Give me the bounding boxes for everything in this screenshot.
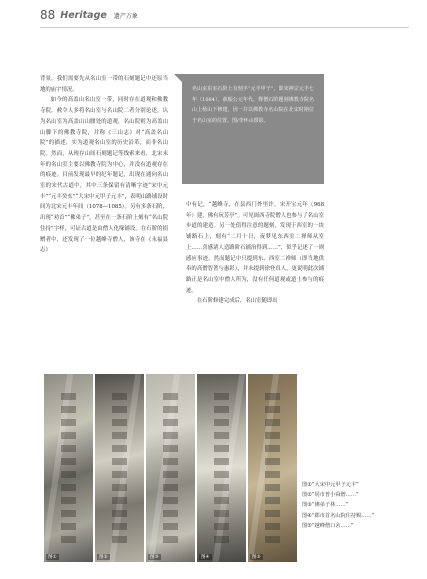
carved-characters (112, 393, 127, 543)
photo-captions (302, 480, 412, 531)
article-column-right (186, 200, 324, 307)
stone-inscription-photo-strip (44, 374, 297, 562)
photo-label: 图② (99, 555, 108, 560)
carved-characters (61, 393, 76, 543)
carved-characters (214, 393, 229, 543)
caption-item: 图②“同市普小舜僧……” (302, 492, 359, 499)
page-header (40, 6, 138, 24)
callout-text: 名山室东室石阶上有刻字“元丰甲子”，即宋神宗元丰七年（1084），赦赈公元年代，释僧石阶题刻佛教寺院名山上杨山下修建，因一并以佛教寺名山院在北宋时期位于名山室的位置。图/李怀山摄影。 (192, 86, 314, 124)
article-column-left (40, 74, 168, 256)
paragraph: 在石阶修建完成后，名山室随即出 (196, 298, 278, 305)
photo-4 (197, 374, 246, 562)
paragraph: 背景，我们需要先从名山室一带的石刻题记中还原当地的庙宇情况。 (40, 76, 168, 93)
brand-logo-text: Heritage (60, 9, 107, 21)
photo-label: 图⑤ (252, 555, 261, 560)
carved-characters (265, 393, 280, 543)
photo-label: 图④ (201, 555, 210, 560)
caption-item: 图⑤“越峰僧口舍……” (302, 522, 354, 529)
caption-item: 图④“郡市首名山院住持赐……” (302, 512, 375, 519)
header-divider (40, 27, 409, 28)
page-number: 88 (40, 8, 56, 22)
paragraph: 中有记，“越峰寺，在县西门外里许，宋开宝元年（968年）建，佛有玩芳亭”。可见闽西寺院僧人也参与了名山室步道的建造。另一处值得注意的题刻，发现于西室的一块铺路石上，刻有“二月十日，夜梦见东西室二禅师从室上……喜感诸人造路阶石铺治得到……”，似乎记述了一则感应事迹。然而题记中只提到东、西室二禅师（即当地供奉的高僧智著与惠彩），并未提到徐登真人，更说明此次铺路正是名山室中僧人所为，没有任何道观或道士参与的痕迹。 (186, 202, 324, 294)
callout-box (182, 74, 324, 184)
carved-characters (163, 393, 178, 543)
callout-pointer (174, 74, 182, 82)
section-title: 遗产万象 (113, 12, 138, 20)
photo-1 (44, 374, 93, 562)
photo-2 (95, 374, 144, 562)
caption-item: 图③“佛弟子林……” (302, 502, 349, 509)
caption-item: 图①“大宋中元甲子元丰” (302, 482, 359, 488)
paragraph: 如今的高盖山名山室一带，同时存在道观和佛教寺院。赦令人多将名山室与名山院二者分别论述，认为名山室为高盖山山腰处的道观，名山院则为高盖山山脚下的佛教寺院，并称《三山志》对“高盖名山院”的描述，实为道观名山室的历史沿革，而非名山院。然而，从现存山间石刻题记等线索来看，北宋末年的名山室主要以佛教寺院为中心，并没有道观存在的痕迹。目前发现最早的纪年题记，出现在通向名山室的宋代古道中，其中三条保留有清晰字迹“宋中元丰”“元丰癸亥”“大宋中元甲子元丰”，表明山路铺设时间为北宋元丰年间（1078—1085）。另有多条石阶，出现“劝首”“佛弟子”，甚至在一条石阶上刻有“名山院住持”字样，可证古道是由僧人化缘铺设。在石阶的捐赠者中，还发现了一位越峰寺僧人，该寺在《永福县志》 (40, 97, 168, 254)
photo-3 (146, 374, 195, 562)
photo-label: 图③ (150, 555, 159, 560)
photo-label: 图① (48, 555, 57, 560)
photo-5 (248, 374, 297, 562)
